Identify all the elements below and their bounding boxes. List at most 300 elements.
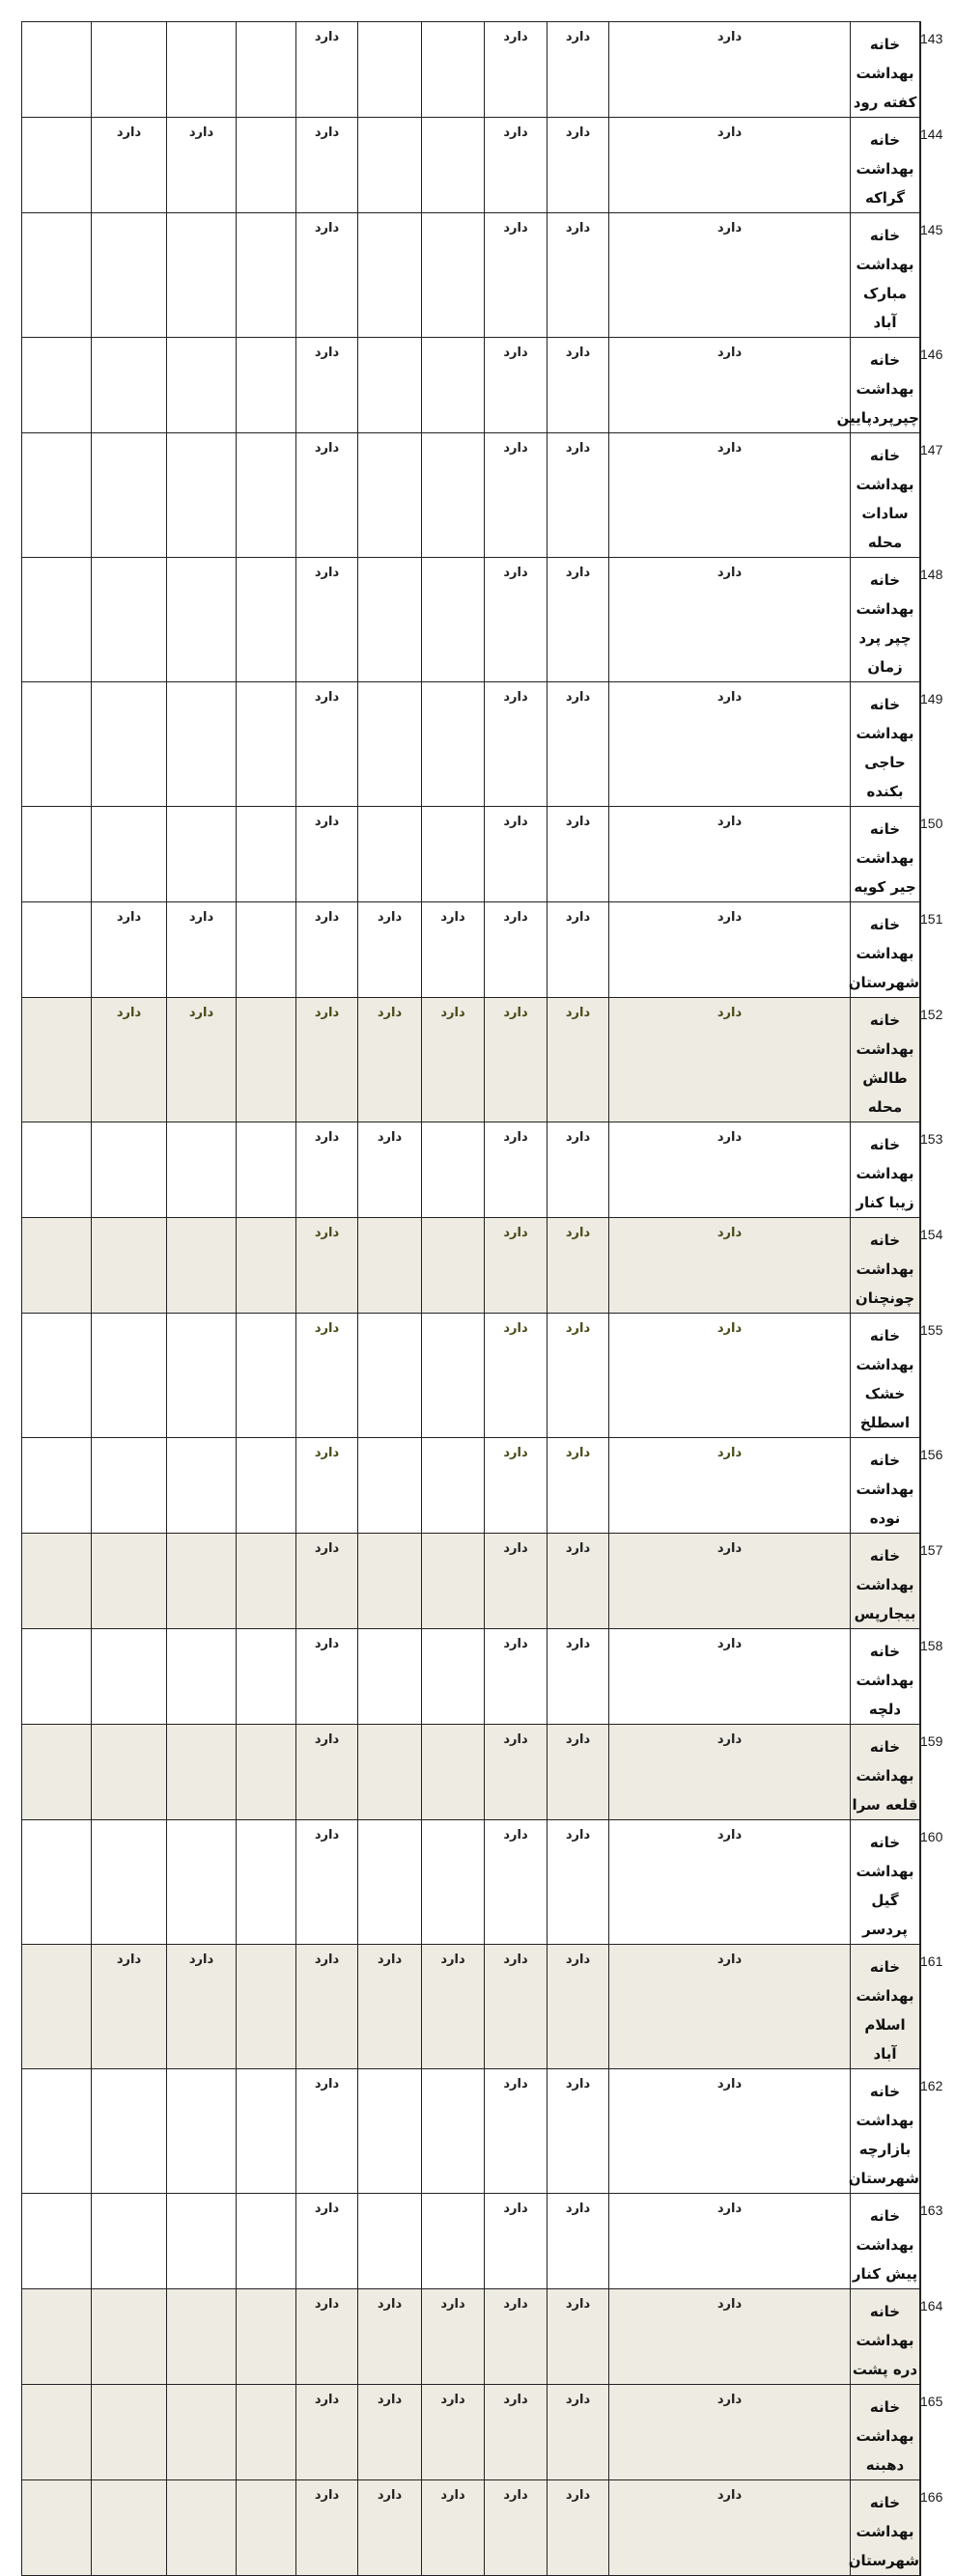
status-cell: دارد: [548, 1820, 609, 1945]
status-cell: دارد: [296, 807, 358, 902]
table-row: [22, 2289, 921, 2385]
status-cell: [237, 558, 296, 682]
status-cell: [237, 2289, 296, 2385]
status-cell: [358, 1438, 422, 1534]
status-cell: دارد: [548, 433, 609, 558]
status-cell: [358, 22, 422, 118]
table-row: [22, 902, 921, 998]
status-cell: دارد: [548, 2385, 609, 2480]
status-cell: دارد: [548, 558, 609, 682]
status-cell: دارد: [548, 338, 609, 433]
status-cell: دارد: [296, 1820, 358, 1945]
status-cell: [22, 118, 92, 213]
status-cell: [422, 1122, 485, 1218]
status-cell: [92, 1314, 167, 1438]
status-cell: [22, 2385, 92, 2480]
status-cell: [167, 558, 237, 682]
status-cell: دارد: [92, 902, 167, 998]
status-cell: دارد: [548, 902, 609, 998]
status-cell: دارد: [548, 1438, 609, 1534]
table-row: [22, 22, 921, 118]
status-cell: دارد: [609, 1314, 851, 1438]
table-row: [22, 2069, 921, 2194]
status-cell: دارد: [609, 558, 851, 682]
status-cell: [92, 22, 167, 118]
facility-name: خانه بهداشت شهرستان: [851, 902, 920, 998]
row-number: 158: [920, 1629, 921, 1725]
row-number: 157: [920, 1534, 921, 1629]
status-cell: [358, 118, 422, 213]
facility-name: خانه بهداشت چپر پرد زمان: [851, 558, 920, 682]
status-cell: دارد: [548, 2194, 609, 2289]
status-cell: دارد: [485, 682, 548, 807]
status-cell: [167, 807, 237, 902]
status-cell: [22, 1945, 92, 2069]
table-row: [22, 1725, 921, 1820]
facility-name: خانه بهداشت گیل پردسر: [851, 1820, 920, 1945]
status-cell: [237, 807, 296, 902]
table-row: [22, 1629, 921, 1725]
facility-name: خانه بهداشت کفته رود: [851, 22, 920, 118]
status-cell: دارد: [485, 1218, 548, 1314]
status-cell: [237, 1438, 296, 1534]
facility-name: خانه بهداشت نوده: [851, 1438, 920, 1534]
table-body: [22, 22, 943, 2576]
row-number: 163: [920, 2194, 921, 2289]
status-cell: دارد: [422, 2385, 485, 2480]
status-cell: [167, 1725, 237, 1820]
status-cell: [422, 213, 485, 338]
status-cell: دارد: [485, 118, 548, 213]
status-cell: [237, 1725, 296, 1820]
row-number: 153: [920, 1122, 921, 1218]
status-cell: دارد: [609, 1122, 851, 1218]
status-cell: دارد: [548, 2289, 609, 2385]
row-number: 156: [920, 1438, 921, 1534]
status-cell: دارد: [296, 902, 358, 998]
status-cell: [92, 1820, 167, 1945]
status-cell: [92, 1629, 167, 1725]
status-cell: دارد: [548, 1945, 609, 2069]
status-cell: دارد: [609, 2194, 851, 2289]
status-cell: [422, 1534, 485, 1629]
status-cell: [422, 2194, 485, 2289]
status-cell: دارد: [609, 1218, 851, 1314]
status-cell: دارد: [609, 1725, 851, 1820]
status-cell: دارد: [485, 1122, 548, 1218]
table-row: [22, 1438, 921, 1534]
facility-name: خانه بهداشت دلچه: [851, 1629, 920, 1725]
status-cell: [92, 1122, 167, 1218]
row-number: 149: [920, 682, 921, 807]
status-cell: دارد: [548, 2480, 609, 2576]
status-cell: [237, 118, 296, 213]
status-cell: دارد: [609, 807, 851, 902]
status-cell: [358, 1218, 422, 1314]
status-cell: [167, 1438, 237, 1534]
facility-name: خانه بهداشت حاجی بکنده: [851, 682, 920, 807]
status-cell: [422, 433, 485, 558]
status-cell: [22, 213, 92, 338]
table-row: [22, 433, 921, 558]
status-cell: دارد: [167, 902, 237, 998]
row-number: 143: [920, 22, 921, 118]
status-cell: [167, 682, 237, 807]
status-cell: [358, 2194, 422, 2289]
status-cell: دارد: [548, 1122, 609, 1218]
status-cell: دارد: [358, 2385, 422, 2480]
status-cell: [422, 338, 485, 433]
status-cell: دارد: [167, 998, 237, 1122]
status-cell: دارد: [548, 807, 609, 902]
status-cell: [358, 338, 422, 433]
status-cell: دارد: [548, 1314, 609, 1438]
status-cell: [92, 2385, 167, 2480]
status-cell: [92, 433, 167, 558]
status-cell: [22, 2069, 92, 2194]
status-cell: [167, 2289, 237, 2385]
status-cell: دارد: [485, 213, 548, 338]
status-cell: دارد: [296, 2194, 358, 2289]
status-cell: دارد: [358, 1945, 422, 2069]
status-cell: دارد: [296, 2385, 358, 2480]
status-cell: [237, 1314, 296, 1438]
status-cell: دارد: [485, 1629, 548, 1725]
status-cell: [358, 682, 422, 807]
status-cell: دارد: [296, 1534, 358, 1629]
status-cell: دارد: [609, 2480, 851, 2576]
status-cell: دارد: [548, 2069, 609, 2194]
status-cell: [92, 338, 167, 433]
status-cell: [422, 1314, 485, 1438]
status-cell: دارد: [485, 2194, 548, 2289]
status-cell: دارد: [485, 2289, 548, 2385]
status-cell: [92, 682, 167, 807]
row-number: 144: [920, 118, 921, 213]
status-cell: دارد: [485, 2385, 548, 2480]
status-cell: [22, 1122, 92, 1218]
status-cell: [358, 1820, 422, 1945]
status-cell: دارد: [296, 213, 358, 338]
table-row: [22, 2480, 921, 2576]
row-number: 151: [920, 902, 921, 998]
status-cell: دارد: [296, 2289, 358, 2385]
status-cell: [358, 807, 422, 902]
status-cell: دارد: [609, 213, 851, 338]
row-number: 166: [920, 2480, 921, 2576]
status-cell: [358, 1534, 422, 1629]
status-cell: [422, 558, 485, 682]
status-cell: دارد: [609, 433, 851, 558]
row-number: 160: [920, 1820, 921, 1945]
facility-name: خانه بهداشت طالش محله: [851, 998, 920, 1122]
status-cell: [92, 2289, 167, 2385]
status-cell: دارد: [296, 22, 358, 118]
status-cell: [92, 1438, 167, 1534]
status-cell: [22, 902, 92, 998]
status-cell: دارد: [548, 118, 609, 213]
facility-name: خانه بهداشت خشک اسطلخ: [851, 1314, 920, 1438]
status-cell: دارد: [609, 1945, 851, 2069]
status-cell: دارد: [296, 1725, 358, 1820]
status-cell: دارد: [609, 2289, 851, 2385]
status-cell: دارد: [296, 998, 358, 1122]
row-number: 146: [920, 338, 921, 433]
table-row: [22, 338, 921, 433]
table-row: [22, 1945, 921, 2069]
status-cell: [22, 2194, 92, 2289]
status-cell: دارد: [296, 558, 358, 682]
status-cell: دارد: [296, 2480, 358, 2576]
status-cell: [92, 2069, 167, 2194]
status-cell: دارد: [548, 1629, 609, 1725]
status-cell: [22, 338, 92, 433]
status-cell: [92, 213, 167, 338]
status-cell: دارد: [485, 1534, 548, 1629]
status-cell: [422, 2069, 485, 2194]
status-cell: [358, 2069, 422, 2194]
status-cell: [358, 1725, 422, 1820]
facilities-table: [21, 21, 943, 2576]
status-cell: [422, 1820, 485, 1945]
status-cell: [237, 2069, 296, 2194]
status-cell: [167, 1534, 237, 1629]
status-cell: دارد: [358, 2480, 422, 2576]
status-cell: [237, 902, 296, 998]
status-cell: [237, 1629, 296, 1725]
table-row: [22, 1218, 921, 1314]
table-row: [22, 1122, 921, 1218]
status-cell: [22, 1725, 92, 1820]
facility-name: خانه بهداشت قلعه سرا: [851, 1725, 920, 1820]
row-number: 165: [920, 2385, 921, 2480]
status-cell: دارد: [485, 2069, 548, 2194]
status-cell: [92, 1725, 167, 1820]
facility-name: خانه بهداشت گراکه: [851, 118, 920, 213]
status-cell: [22, 558, 92, 682]
status-cell: [237, 213, 296, 338]
status-cell: دارد: [485, 433, 548, 558]
status-cell: [167, 2069, 237, 2194]
status-cell: دارد: [548, 1534, 609, 1629]
status-cell: [167, 213, 237, 338]
status-cell: دارد: [609, 2069, 851, 2194]
table-row: [22, 558, 921, 682]
status-cell: [167, 1629, 237, 1725]
table-row: [22, 682, 921, 807]
status-cell: [92, 1218, 167, 1314]
status-cell: [422, 118, 485, 213]
status-cell: دارد: [296, 338, 358, 433]
row-number: 148: [920, 558, 921, 682]
status-cell: دارد: [422, 2480, 485, 2576]
row-number: 145: [920, 213, 921, 338]
status-cell: دارد: [609, 22, 851, 118]
status-cell: دارد: [548, 213, 609, 338]
facility-name: خانه بهداشت بیجارپس: [851, 1534, 920, 1629]
status-cell: [167, 2480, 237, 2576]
status-cell: دارد: [609, 118, 851, 213]
status-cell: [237, 1534, 296, 1629]
status-cell: دارد: [548, 682, 609, 807]
status-cell: دارد: [167, 1945, 237, 2069]
status-cell: دارد: [609, 1534, 851, 1629]
status-cell: دارد: [548, 1725, 609, 1820]
status-cell: دارد: [296, 1438, 358, 1534]
status-cell: [22, 998, 92, 1122]
status-cell: [22, 1820, 92, 1945]
status-cell: دارد: [296, 1122, 358, 1218]
status-cell: دارد: [358, 1122, 422, 1218]
row-number: 159: [920, 1725, 921, 1820]
table-row: [22, 2385, 921, 2480]
status-cell: [22, 1534, 92, 1629]
status-cell: [358, 433, 422, 558]
status-cell: دارد: [296, 118, 358, 213]
status-cell: [92, 807, 167, 902]
facility-name: خانه بهداشت مبارک آباد: [851, 213, 920, 338]
facility-name: خانه بهداشت دهبنه: [851, 2385, 920, 2480]
status-cell: [358, 1629, 422, 1725]
status-cell: دارد: [422, 1945, 485, 2069]
status-cell: [237, 2194, 296, 2289]
status-cell: [237, 22, 296, 118]
status-cell: [22, 1314, 92, 1438]
status-cell: دارد: [167, 118, 237, 213]
table-row: [22, 1534, 921, 1629]
status-cell: [22, 807, 92, 902]
status-cell: [92, 2480, 167, 2576]
status-cell: [22, 1438, 92, 1534]
status-cell: دارد: [609, 902, 851, 998]
row-number: 155: [920, 1314, 921, 1438]
status-cell: [92, 1534, 167, 1629]
row-number: 147: [920, 433, 921, 558]
status-cell: دارد: [422, 902, 485, 998]
status-cell: دارد: [485, 1820, 548, 1945]
status-cell: [237, 2385, 296, 2480]
status-cell: دارد: [485, 1725, 548, 1820]
facility-name: خانه بهداشت شهرستان: [851, 2480, 920, 2576]
status-cell: دارد: [485, 998, 548, 1122]
status-cell: [167, 338, 237, 433]
status-cell: دارد: [548, 1218, 609, 1314]
status-cell: [22, 1218, 92, 1314]
status-cell: دارد: [548, 22, 609, 118]
status-cell: [22, 682, 92, 807]
status-cell: [22, 2289, 92, 2385]
status-cell: [237, 1122, 296, 1218]
status-cell: دارد: [485, 1314, 548, 1438]
status-cell: [22, 2480, 92, 2576]
status-cell: دارد: [485, 902, 548, 998]
table-row: [22, 1314, 921, 1438]
status-cell: [167, 22, 237, 118]
row-number: 161: [920, 1945, 921, 2069]
facility-name: خانه بهداشت چپرپردپایین: [851, 338, 920, 433]
status-cell: [237, 1820, 296, 1945]
row-number: 154: [920, 1218, 921, 1314]
status-cell: دارد: [296, 1218, 358, 1314]
status-cell: دارد: [296, 2069, 358, 2194]
status-cell: دارد: [92, 118, 167, 213]
status-cell: [92, 2194, 167, 2289]
facility-name: خانه بهداشت چونچنان: [851, 1218, 920, 1314]
status-cell: [422, 22, 485, 118]
table-row: [22, 118, 921, 213]
status-cell: [167, 1218, 237, 1314]
facility-name: خانه بهداشت بازارچه شهرستان: [851, 2069, 920, 2194]
row-number: 162: [920, 2069, 921, 2194]
status-cell: دارد: [296, 1314, 358, 1438]
status-cell: [167, 1820, 237, 1945]
row-number: 152: [920, 998, 921, 1122]
status-cell: دارد: [485, 338, 548, 433]
table-row: [22, 807, 921, 902]
facility-name: خانه بهداشت جیر کویه: [851, 807, 920, 902]
status-cell: [237, 2480, 296, 2576]
status-cell: دارد: [296, 1945, 358, 2069]
status-cell: [237, 433, 296, 558]
status-cell: [22, 22, 92, 118]
status-cell: [92, 558, 167, 682]
status-cell: دارد: [358, 998, 422, 1122]
table-row: [22, 213, 921, 338]
status-cell: دارد: [485, 558, 548, 682]
row-number: 150: [920, 807, 921, 902]
status-cell: [358, 558, 422, 682]
status-cell: دارد: [609, 1820, 851, 1945]
status-cell: دارد: [358, 902, 422, 998]
status-cell: دارد: [92, 998, 167, 1122]
status-cell: دارد: [609, 1438, 851, 1534]
status-cell: دارد: [485, 22, 548, 118]
status-cell: [167, 1122, 237, 1218]
status-cell: [422, 1218, 485, 1314]
status-cell: دارد: [609, 2385, 851, 2480]
status-cell: دارد: [296, 682, 358, 807]
facility-name: خانه بهداشت اسلام آباد: [851, 1945, 920, 2069]
status-cell: دارد: [548, 998, 609, 1122]
status-cell: دارد: [422, 2289, 485, 2385]
status-cell: [422, 807, 485, 902]
status-cell: [167, 2194, 237, 2289]
status-cell: دارد: [296, 1629, 358, 1725]
facility-name: خانه بهداشت زیبا کنار: [851, 1122, 920, 1218]
status-cell: [237, 998, 296, 1122]
status-cell: دارد: [609, 998, 851, 1122]
facility-name: خانه بهداشت پیش کنار: [851, 2194, 920, 2289]
status-cell: [237, 338, 296, 433]
status-cell: دارد: [422, 998, 485, 1122]
status-cell: [422, 1438, 485, 1534]
status-cell: دارد: [296, 433, 358, 558]
status-cell: [358, 213, 422, 338]
status-cell: [422, 682, 485, 807]
status-cell: دارد: [609, 338, 851, 433]
status-cell: [22, 433, 92, 558]
table-row: [22, 2194, 921, 2289]
status-cell: دارد: [485, 1438, 548, 1534]
status-cell: [237, 1945, 296, 2069]
table-row: [22, 1820, 921, 1945]
status-cell: دارد: [485, 807, 548, 902]
status-cell: دارد: [609, 682, 851, 807]
row-number: 164: [920, 2289, 921, 2385]
status-cell: دارد: [609, 1629, 851, 1725]
facility-name: خانه بهداشت سادات محله: [851, 433, 920, 558]
status-cell: [167, 1314, 237, 1438]
